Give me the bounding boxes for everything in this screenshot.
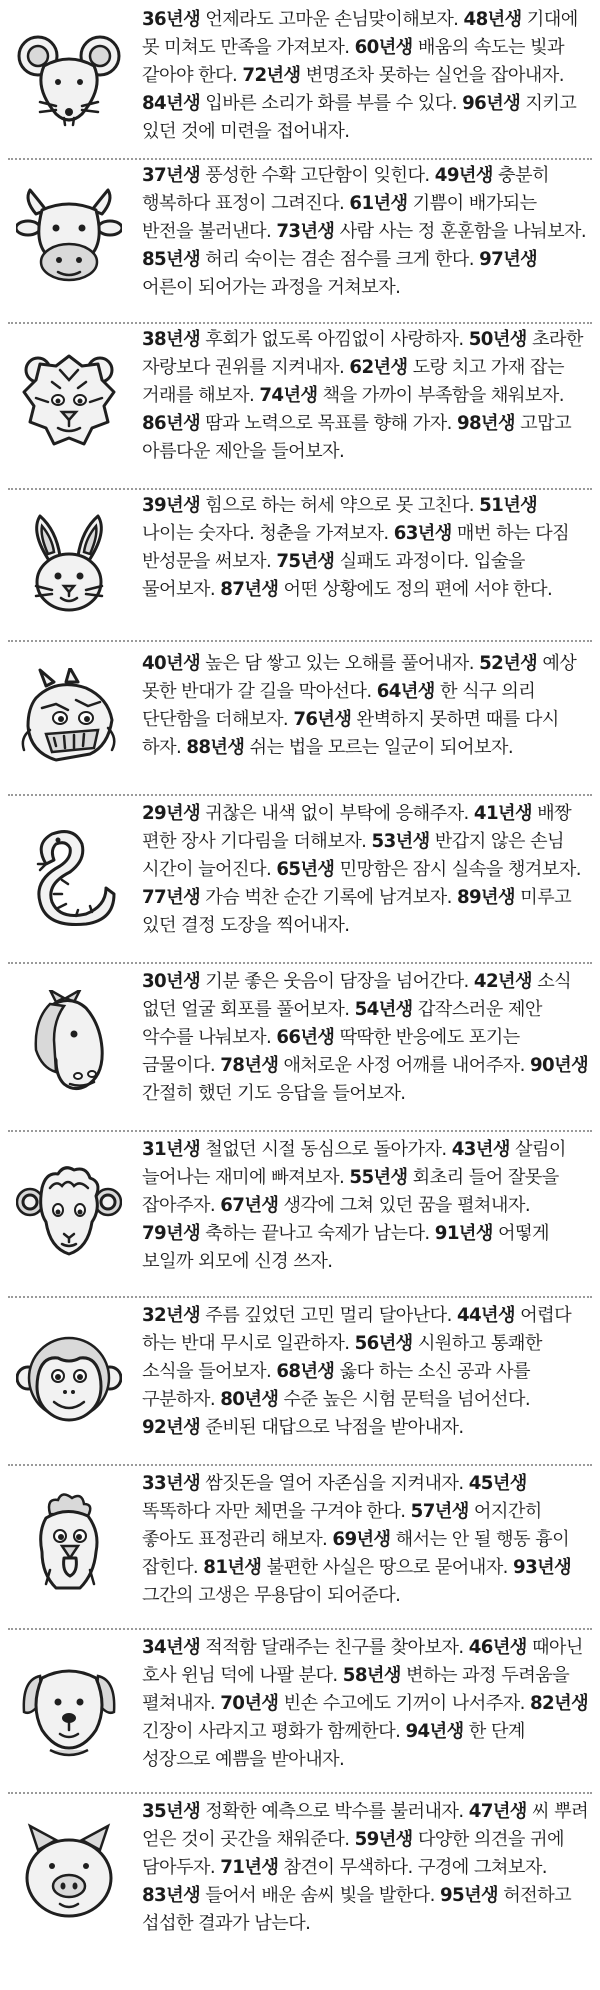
birth-year: 60년생 [354,37,413,58]
fortune-line: 87년생 어떤 상황에도 정의 편에 서야 한다. [220,579,553,600]
divider [8,158,592,160]
dog-icon [16,1656,122,1762]
zodiac-entry-tiger [0,326,600,484]
fortune-line: 66년생 딱딱한 반응에도 포기는 금물이다. [142,1027,520,1076]
fortune-line: 47년생 씨 뿌려 얻은 것이 곳간을 채워준다. [142,1801,589,1850]
fortune-line: 92년생 준비된 대답으로 낙점을 받아내자. [142,1417,464,1438]
fortune-line: 42년생 소식 없던 얼굴 회포를 풀어보자. [142,971,572,1020]
fortune-line: 48년생 기대에 못 미쳐도 만족을 가져보자. [142,9,578,58]
birth-year: 89년생 [456,887,515,908]
birth-year: 62년생 [349,357,408,378]
fortune-line: 63년생 매번 하는 다짐 반성문을 써보자. [142,523,570,572]
rooster-icon [16,1492,122,1598]
divider [8,1296,592,1298]
birth-year: 51년생 [479,495,538,516]
birth-year: 52년생 [479,653,538,674]
birth-year: 67년생 [220,1195,279,1216]
fortune-line: 97년생 어른이 되어가는 과정을 거쳐보자. [142,249,538,298]
birth-year: 53년생 [371,831,430,852]
birth-year: 87년생 [220,579,279,600]
fortune-line: 70년생 빈손 수고에도 기꺼이 나서주자. [220,1693,530,1714]
birth-year: 68년생 [276,1361,335,1382]
fortune-line: 33년생 쌈짓돈을 열어 자존심을 지켜내자. [142,1473,469,1494]
birth-year: 49년생 [434,165,493,186]
zodiac-entry-monkey [0,1302,600,1462]
divider [8,640,592,642]
fortune-line: 35년생 정확한 예측으로 박수를 불러내자. [142,1801,469,1822]
zodiac-entry-rat [0,6,600,156]
fortune-line: 54년생 갑작스러운 제안 악수를 나눠보자. [142,999,542,1048]
birth-year: 88년생 [186,737,245,758]
ox-icon [16,184,122,290]
rabbit-icon [16,512,122,618]
fortune-line: 68년생 옳다 하는 소신 공과 사를 구분하자. [142,1361,530,1410]
tiger-icon [16,348,122,454]
birth-year: 33년생 [142,1473,201,1494]
fortune-line: 78년생 애처로운 사정 어깨를 내어주자. [220,1055,530,1076]
fortune-line: 88년생 쉬는 법을 모르는 일군이 되어보자. [186,737,514,758]
fortune-line: 93년생 그간의 고생은 무용담이 되어준다. [142,1557,572,1606]
fortune-text-dragon [142,650,589,762]
fortune-line: 41년생 배짱 편한 장사 기다림을 더해보자. [142,803,572,852]
fortune-line: 46년생 때아닌 호사 윈님 덕에 나팔 분다. [142,1637,583,1686]
birth-year: 37년생 [142,165,201,186]
birth-year: 96년생 [462,93,521,114]
fortune-line: 72년생 변명조차 못하는 실언을 잡아내자. [242,65,564,86]
divider [8,1792,592,1794]
birth-year: 69년생 [332,1529,391,1550]
fortune-line: 75년생 실패도 과정이다. 입술을 물어보자. [142,551,525,600]
fortune-line: 60년생 배움의 속도는 빛과 같아야 한다. [142,37,564,86]
divider [8,488,592,490]
birth-year: 95년생 [439,1885,499,1906]
birth-year: 72년생 [242,65,301,86]
fortune-line: 89년생 미루고 있던 결정 도장을 찍어내자. [142,887,572,936]
divider [8,962,592,964]
divider [8,794,592,796]
fortune-line: 62년생 도랑 치고 가재 잡는 거래를 해보자. [142,357,564,406]
birth-year: 70년생 [220,1693,279,1714]
fortune-line: 59년생 다양한 의견을 귀에 담아두자. [142,1829,564,1878]
fortune-text-sheep [142,1136,589,1276]
fortune-line: 94년생 한 단계 성장으로 예쁨을 받아내자. [142,1721,525,1770]
birth-year: 39년생 [142,495,201,516]
fortune-line: 77년생 가슴 벅찬 순간 기록에 남겨보자. [142,887,457,908]
fortune-line: 58년생 변하는 과정 두려움을 펼쳐내자. [142,1665,570,1714]
birth-year: 54년생 [354,999,413,1020]
birth-year: 84년생 [142,93,201,114]
birth-year: 29년생 [142,803,201,824]
divider [8,1628,592,1630]
fortune-line: 67년생 생각에 그쳐 있던 꿈을 펼쳐내자. [220,1195,530,1216]
dragon-icon [16,668,122,774]
birth-year: 78년생 [220,1055,279,1076]
birth-year: 48년생 [463,9,522,30]
fortune-line: 49년생 충분히 행복하다 표정이 그려진다. [142,165,549,214]
birth-year: 79년생 [142,1223,201,1244]
fortune-text-ox [142,162,589,302]
birth-year: 76년생 [293,709,352,730]
fortune-line: 51년생 나이는 숫자다. 청춘을 가져보자. [142,495,538,544]
zodiac-entry-snake [0,800,600,960]
fortune-text-tiger [142,326,589,466]
sheep-icon [16,1158,122,1264]
fortune-text-dog [142,1634,589,1774]
zodiac-entry-dog [0,1634,600,1790]
birth-year: 58년생 [342,1665,401,1686]
pig-icon [16,1820,122,1926]
fortune-line: 76년생 완벽하지 못하면 때를 다시 하자. [142,709,559,758]
birth-year: 92년생 [142,1417,201,1438]
birth-year: 38년생 [142,329,201,350]
fortune-line: 32년생 주름 깊었던 고민 멀리 달아난다. [142,1305,457,1326]
birth-year: 57년생 [410,1501,469,1522]
zodiac-entry-sheep [0,1136,600,1294]
fortune-line: 69년생 해서는 안 될 행동 흉이 잡힌다. [142,1529,570,1578]
birth-year: 82년생 [530,1693,589,1714]
fortune-line: 90년생 간절히 했던 기도 응답을 들어보자. [142,1055,589,1104]
birth-year: 93년생 [513,1557,572,1578]
birth-year: 98년생 [456,413,515,434]
fortune-line: 80년생 수준 높은 시험 문턱을 넘어선다. [220,1389,530,1410]
monkey-icon [16,1326,122,1432]
fortune-text-monkey [142,1302,589,1442]
divider [8,322,592,324]
divider [8,1130,592,1132]
birth-year: 34년생 [142,1637,201,1658]
birth-year: 42년생 [473,971,532,992]
fortune-line: 29년생 귀찮은 내색 없이 부탁에 응해주자. [142,803,474,824]
fortune-line: 52년생 예상 못한 반대가 갈 길을 막아선다. [142,653,577,702]
birth-year: 73년생 [276,221,335,242]
birth-year: 40년생 [142,653,201,674]
birth-year: 44년생 [456,1305,515,1326]
fortune-line: 61년생 기쁨이 배가되는 반전을 불러낸다. [142,193,537,242]
fortune-line: 44년생 어렵다 하는 반대 무시로 일관하자. [142,1305,572,1354]
birth-year: 75년생 [276,551,335,572]
rat-icon [16,26,122,132]
zodiac-entry-horse [0,968,600,1128]
fortune-line: 37년생 풍성한 수확 고단함이 잊힌다. [142,165,435,186]
fortune-line: 45년생 똑똑하다 자만 체면을 구겨야 한다. [142,1473,527,1522]
fortune-line: 86년생 땀과 노력으로 목표를 향해 가자. [142,413,457,434]
birth-year: 81년생 [203,1557,262,1578]
birth-year: 32년생 [142,1305,201,1326]
zodiac-entry-rabbit [0,492,600,638]
snake-icon [16,824,122,930]
fortune-line: 40년생 높은 담 쌓고 있는 오해를 풀어내자. [142,653,480,674]
zodiac-entry-rooster [0,1470,600,1626]
zodiac-entry-ox [0,162,600,320]
birth-year: 59년생 [354,1829,413,1850]
birth-year: 43년생 [451,1139,510,1160]
fortune-line: 71년생 참견이 무색하다. 구경에 그쳐보자. [220,1857,547,1878]
birth-year: 61년생 [349,193,408,214]
fortune-line: 36년생 언제라도 고마운 손님맞이해보자. [142,9,464,30]
fortune-line: 96년생 지키고 있던 것에 미련을 접어내자. [142,93,577,142]
fortune-text-rat [142,6,589,146]
birth-year: 65년생 [276,859,335,880]
birth-year: 77년생 [142,887,201,908]
fortune-line: 31년생 철없던 시절 동심으로 돌아가자. [142,1139,452,1160]
birth-year: 31년생 [142,1139,201,1160]
birth-year: 30년생 [142,971,201,992]
horse-icon [16,990,122,1096]
fortune-line: 73년생 사람 사는 정 훈훈함을 나눠보자. [276,221,587,242]
birth-year: 47년생 [468,1801,527,1822]
fortune-line: 30년생 기분 좋은 웃음이 담장을 넘어간다. [142,971,474,992]
birth-year: 66년생 [276,1027,335,1048]
fortune-line: 38년생 후회가 없도록 아낌없이 사랑하자. [142,329,469,350]
zodiac-entry-dragon [0,650,600,790]
birth-year: 80년생 [220,1389,279,1410]
fortune-line: 34년생 적적함 달래주는 친구를 찾아보자. [142,1637,469,1658]
birth-year: 97년생 [479,249,538,270]
birth-year: 83년생 [142,1885,201,1906]
fortune-line: 53년생 반갑지 않은 손님 시간이 늘어진다. [142,831,564,880]
fortune-line: 81년생 불편한 사실은 땅으로 묻어내자. [203,1557,514,1578]
birth-year: 74년생 [259,385,318,406]
birth-year: 55년생 [349,1167,408,1188]
birth-year: 46년생 [468,1637,527,1658]
birth-year: 56년생 [354,1333,413,1354]
birth-year: 63년생 [393,523,452,544]
fortune-text-snake [142,800,589,940]
fortune-line: 39년생 힘으로 하는 허세 약으로 못 고친다. [142,495,480,516]
birth-year: 64년생 [376,681,435,702]
birth-year: 71년생 [220,1857,279,1878]
fortune-line: 55년생 회초리 들어 잘못을 잡아주자. [142,1167,559,1216]
birth-year: 90년생 [530,1055,589,1076]
birth-year: 45년생 [468,1473,527,1494]
fortune-line: 50년생 초라한 자랑보다 권위를 지켜내자. [142,329,583,378]
birth-year: 91년생 [434,1223,493,1244]
fortune-line: 79년생 축하는 끝나고 숙제가 남는다. [142,1223,435,1244]
fortune-line: 74년생 책을 가까이 부족함을 채워보자. [259,385,564,406]
divider [8,1464,592,1466]
fortune-text-rabbit [142,492,589,604]
fortune-line: 85년생 허리 숙이는 겸손 점수를 크게 한다. [142,249,480,270]
fortune-line: 64년생 한 식구 의리 단단함을 더해보자. [142,681,536,730]
birth-year: 86년생 [142,413,201,434]
fortune-text-rooster [142,1470,589,1610]
fortune-text-horse [142,968,589,1108]
fortune-line: 91년생 어떻게 보일까 외모에 신경 쓰자. [142,1223,549,1272]
fortune-line: 43년생 살림이 늘어나는 재미에 빠져보자. [142,1139,566,1188]
birth-year: 50년생 [468,329,527,350]
fortune-line: 57년생 어지간히 좋아도 표정관리 해보자. [142,1501,542,1550]
birth-year: 41년생 [473,803,532,824]
fortune-line: 84년생 입바른 소리가 화를 부를 수 있다. [142,93,463,114]
zodiac-entry-pig [0,1798,600,1968]
fortune-line: 98년생 고맙고 아름다운 제안을 들어보자. [142,413,572,462]
birth-year: 94년생 [405,1721,464,1742]
fortune-line: 95년생 허전하고 섭섭한 결과가 남는다. [142,1885,572,1934]
birth-year: 36년생 [142,9,201,30]
birth-year: 35년생 [142,1801,201,1822]
fortune-line: 82년생 긴장이 사라지고 평화가 함께한다. [142,1693,589,1742]
fortune-text-pig [142,1798,589,1938]
birth-year: 85년생 [142,249,201,270]
fortune-line: 65년생 민망함은 잠시 실속을 챙겨보자. [276,859,581,880]
fortune-line: 83년생 들어서 배운 솜씨 빛을 발한다. [142,1885,440,1906]
fortune-line: 56년생 시원하고 통쾌한 소식을 들어보자. [142,1333,542,1382]
